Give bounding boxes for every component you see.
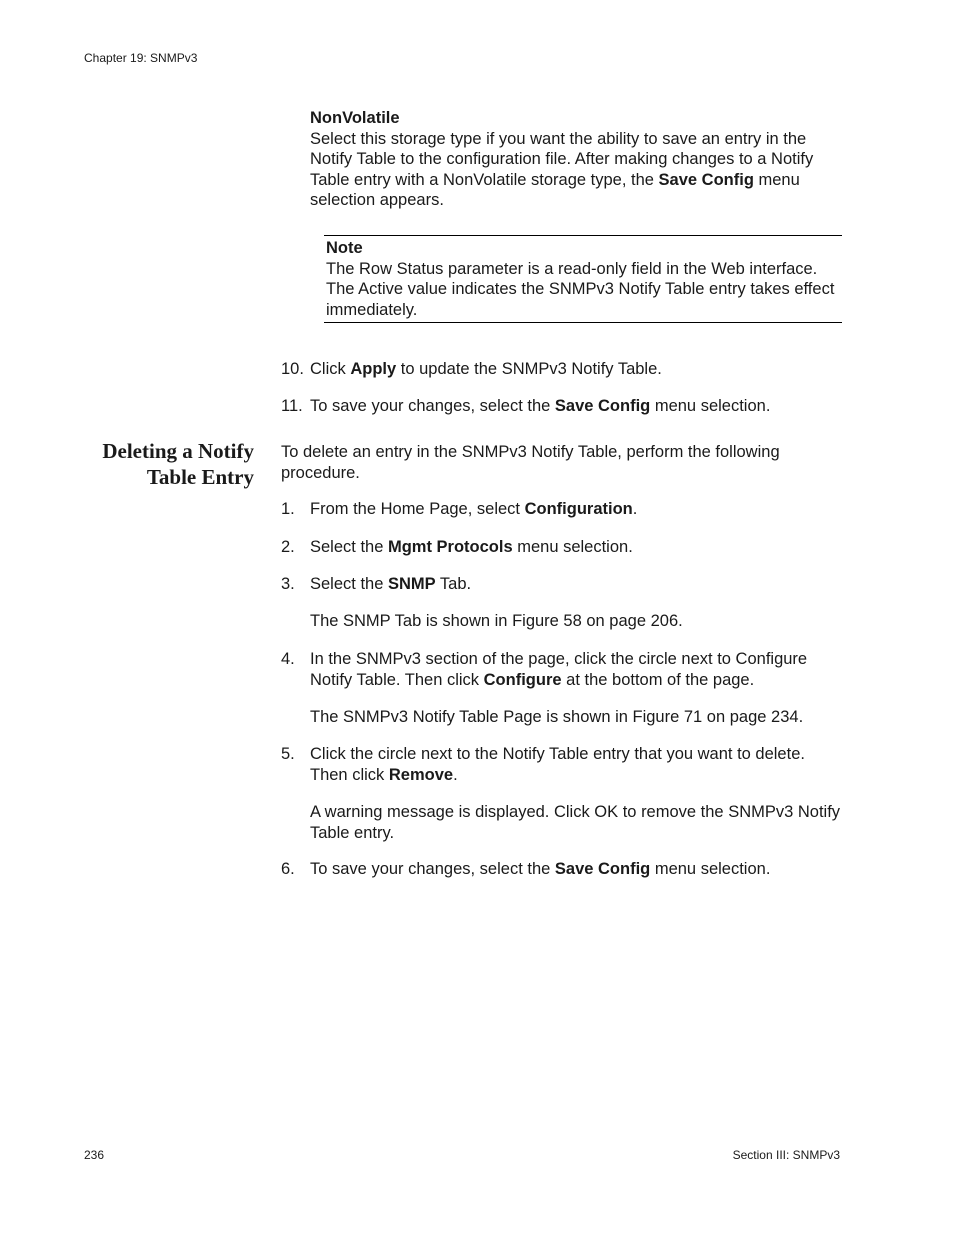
nonvolatile-block	[310, 108, 840, 211]
running-footer: Section III: SNMPv3	[732, 1148, 840, 1162]
step-number: 11.	[281, 397, 303, 415]
step-text: From the Home Page, select Configuration.	[310, 500, 638, 518]
step-number: 2.	[281, 538, 295, 556]
step-text: Click the circle next to the Notify Table entry that you want to delete. Then click Remove.	[310, 745, 805, 784]
step-text: Select the SNMP Tab.	[310, 575, 472, 593]
step-number: 10.	[281, 360, 304, 378]
nonvolatile-title: NonVolatile	[310, 109, 400, 127]
step-text: Select the Mgmt Protocols menu selection.	[310, 538, 633, 556]
note-title: Note	[326, 239, 363, 257]
step-text: Click Apply to update the SNMPv3 Notify Table.	[310, 360, 662, 378]
step-number: 1.	[281, 500, 295, 518]
nonvolatile-text: Select this storage type if you want the ability to save an entry in the Notify Table to the configuration file. After making changes to a Notify Table entry with a NonVolatile storage type, the Save Config menu selection appears.	[310, 129, 814, 209]
note-box	[324, 235, 842, 323]
step-number: 6.	[281, 860, 295, 878]
section-intro: To delete an entry in the SNMPv3 Notify Table, perform the following procedure.	[281, 443, 780, 482]
step-text: In the SNMPv3 section of the page, click the circle next to Configure Notify Table. Then click Configure at the bottom of the page.	[310, 650, 808, 689]
step-text: To save your changes, select the Save Config menu selection.	[310, 397, 771, 415]
step-number: 4.	[281, 650, 295, 668]
step-note: The SNMP Tab is shown in Figure 58 on page 206.	[310, 612, 683, 630]
running-header: Chapter 19: SNMPv3	[84, 51, 198, 65]
section-heading-line: Deleting a Notify	[102, 439, 254, 463]
step-note: The SNMPv3 Notify Table Page is shown in Figure 71 on page 234.	[310, 708, 804, 726]
step-number: 3.	[281, 575, 295, 593]
note-text: The Row Status parameter is a read-only field in the Web interface. The Active value indicates the SNMPv3 Notify Table entry takes effect immediately.	[326, 259, 835, 319]
step-number: 5.	[281, 745, 295, 763]
step-text: To save your changes, select the Save Config menu selection.	[310, 860, 771, 878]
step-note: A warning message is displayed. Click OK to remove the SNMPv3 Notify Table entry.	[310, 803, 841, 842]
section-heading	[60, 438, 254, 490]
page-number: 236	[84, 1148, 105, 1162]
section-heading-line: Table Entry	[146, 465, 254, 489]
